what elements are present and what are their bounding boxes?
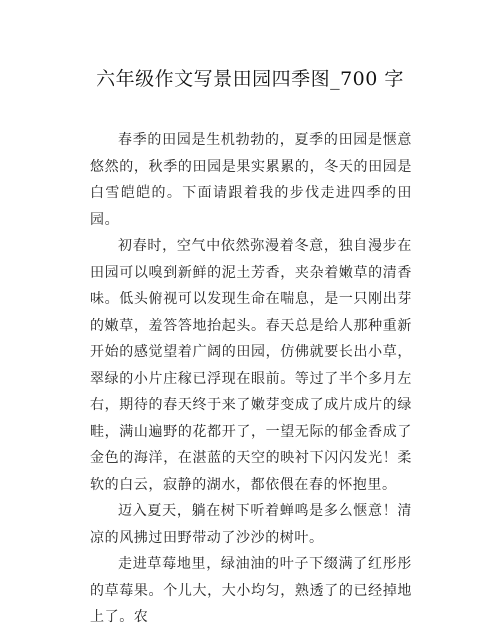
paragraph-spring: 初春时，空气中依然弥漫着冬意，独自漫步在田园可以嗅到新鲜的泥土芳香，夹杂着嫩草的清香味。低头俯视可以发现生命在喘息，是一只刚出芽的嫩草，羞答答地抬起头。春天总是给人那种重新开始的感觉望着广阔的田园，仿佛就要长出小草，翠绿的小片庄稼已浮现在眼前。等过了半个多月左右，期待的春天终于来了嫩芽变成了成片成片的绿畦，满山遍野的花都开了，一望无际的郁金香成了金色的海洋，在湛蓝的天空的映衬下闪闪发光！柔软的白云，寂静的湖水，都依偎在春的怀抱里。: [90, 238, 412, 493]
document-title: 六年级作文写景田园四季图_700 字: [96, 68, 404, 90]
paragraph-intro: 春季的田园是生机勃勃的，夏季的田园是惬意悠然的，秋季的田园是果实累累的，冬天的田园是白雪皑皑的。下面请跟着我的步伐走进四季的田园。: [90, 132, 412, 228]
paragraph-strawberry: 走进草莓地里，绿油油的叶子下缀满了红彤彤的草莓果。个儿大，大小均匀，熟透了的已经掉地上了。农: [90, 556, 412, 625]
document-body: [90, 127, 412, 631]
paragraph-summer: 迈入夏天，躺在树下听着蝉鸣是多么惬意！清凉的风拂过田野带动了沙沙的树叶。: [90, 503, 412, 546]
